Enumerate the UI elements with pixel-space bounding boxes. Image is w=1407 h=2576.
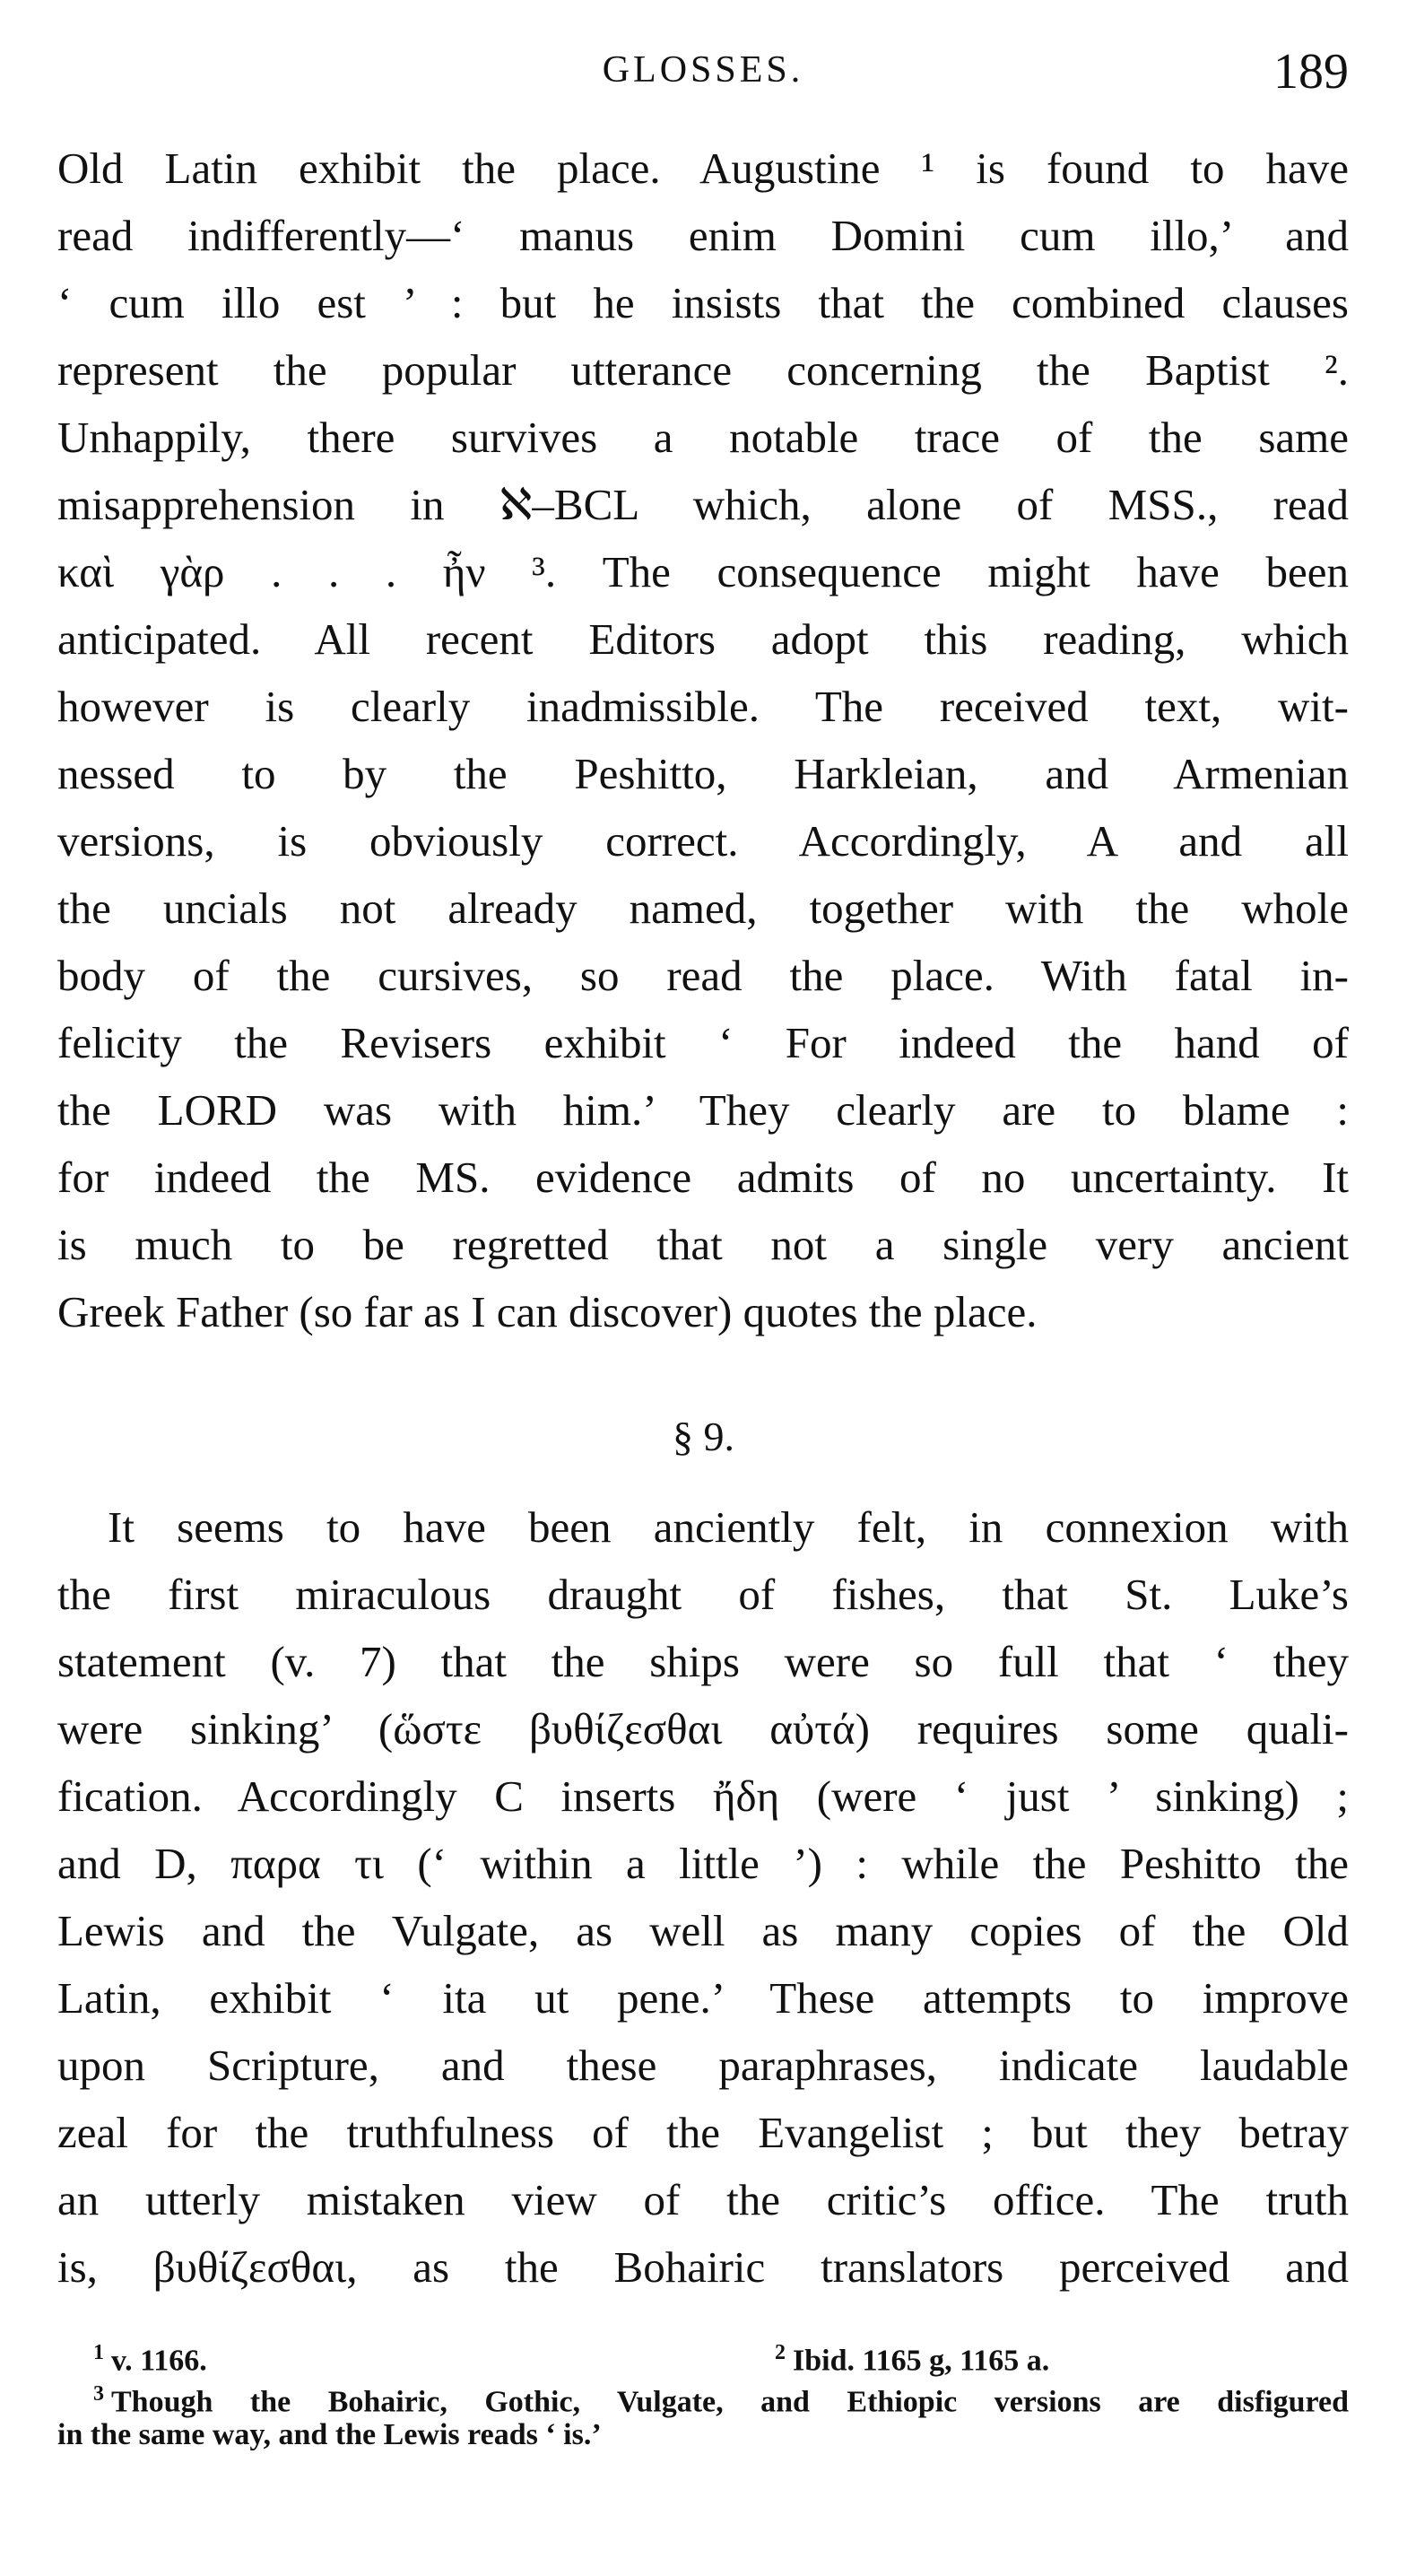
footnote-row (57, 2332, 1349, 2378)
text-line: statement (v. 7) that the ships were so full that ‘ they (57, 1637, 1349, 1686)
text-line: Greek Father (so far as I can discover) quotes the place. (57, 1287, 1038, 1336)
text-line: versions, is obviously correct. Accordingly, A and all (57, 816, 1349, 866)
text-line: read indifferently—‘ manus enim Domini cum illo,’ and (57, 211, 1349, 260)
text-line: ‘ cum illo est ’ : but he insists that the combined clauses (57, 278, 1349, 327)
footnote-3 (57, 2373, 1349, 2419)
text-line: is much to be regretted that not a single very ancient (57, 1220, 1349, 1269)
section-heading: § 9. (673, 1414, 734, 1459)
text-line: represent the popular utterance concerning the Baptist ². (57, 345, 1349, 395)
footnote-text: v. 1166. (111, 2344, 207, 2378)
footnote-marker: 2 (775, 2341, 786, 2364)
footnote-3-continued: in the same way, and the Lewis reads ‘ is.’ (57, 2418, 602, 2451)
text-line: were sinking’ (ὥστε βυθίζεσθαι αὐτά) requires some quali- (57, 1704, 1349, 1754)
text-line: It seems to have been anciently felt, in connexion with (108, 1502, 1349, 1552)
text-line: anticipated. All recent Editors adopt this reading, which (57, 614, 1349, 664)
text-line: καὶ γὰρ . . . ἦν ³. The consequence might have been (57, 547, 1349, 596)
text-line: zeal for the truthfulness of the Evangelist ; but they betray (57, 2108, 1349, 2157)
text-line: the LORD was with him.’ They clearly are to blame : (57, 1085, 1349, 1135)
text-line: the uncials not already named, together with the whole (57, 883, 1349, 933)
text-line: Lewis and the Vulgate, as well as many copies of the Old (57, 1906, 1349, 1955)
text-line: fication. Accordingly C inserts ἤδη (were ‘ just ’ sinking) ; (57, 1771, 1349, 1821)
text-line: Latin, exhibit ‘ ita ut pene.’ These attempts to improve (57, 1973, 1349, 2023)
page-header (57, 43, 1349, 106)
text-line: felicity the Revisers exhibit ‘ For indeed the hand of (57, 1018, 1349, 1067)
text-line: nessed to by the Peshitto, Harkleian, and Armenian (57, 749, 1349, 798)
text-line: body of the cursives, so read the place. With fatal in- (57, 951, 1349, 1000)
running-head: GLOSSES. (602, 49, 804, 91)
text-line: misapprehension in ℵ–BCL which, alone of MSS., read (57, 480, 1349, 529)
section-paragraph (57, 1493, 1349, 2301)
text-line: and D, παρα τι (‘ within a little ’) : while the Peshitto the (57, 1839, 1349, 1888)
text-line: however is clearly inadmissible. The received text, wit- (57, 682, 1349, 731)
text-line: an utterly mistaken view of the critic’s office. The truth (57, 2175, 1349, 2224)
footnote-text: Ibid. 1165 g, 1165 a. (793, 2344, 1050, 2378)
footnote-marker: 1 (93, 2341, 104, 2364)
text-line: Old Latin exhibit the place. Augustine ¹ is found to have (57, 144, 1349, 193)
page-number: 189 (1273, 44, 1349, 100)
footnote-text: Though the Bohairic, Gothic, Vulgate, and Ethiopic versions are disfigured (111, 2385, 1349, 2419)
text-line: the first miraculous draught of fishes, that St. Luke’s (57, 1570, 1349, 1619)
paragraph-continued (57, 135, 1349, 1345)
text-line: upon Scripture, and these paraphrases, indicate laudable (57, 2041, 1349, 2090)
text-line: is, βυθίζεσθαι, as the Bohairic translators perceived and (57, 2242, 1349, 2292)
text-line: Unhappily, there survives a notable trace of the same (57, 413, 1349, 462)
footnote-marker: 3 (93, 2382, 104, 2406)
text-line: for indeed the MS. evidence admits of no uncertainty. It (57, 1153, 1349, 1202)
footnotes (57, 2332, 1349, 2456)
